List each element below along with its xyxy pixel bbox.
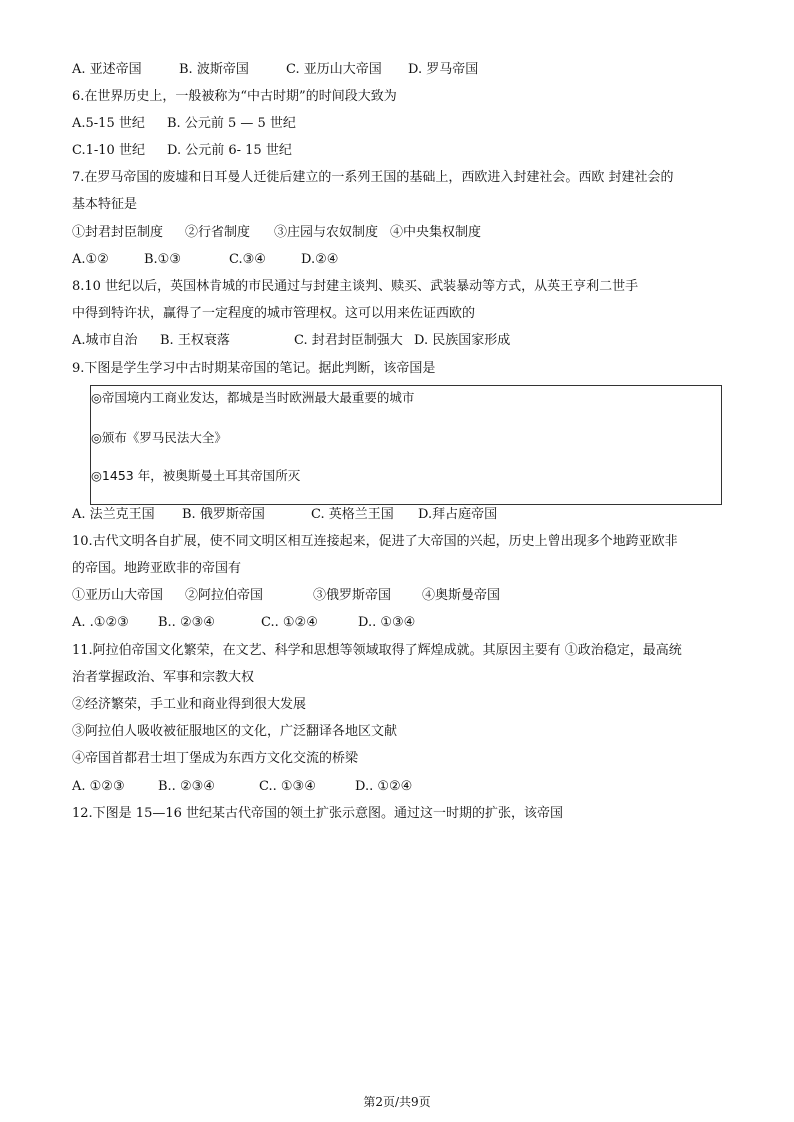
q7-option-a: A.①②: [72, 252, 109, 267]
q7-item-2: ②行省制度: [185, 225, 251, 240]
q9-note-3: ◎1453 年，被奥斯曼土耳其帝国所灭: [91, 468, 301, 483]
q6-option-c: C.1-10 世纪: [72, 143, 145, 158]
q10-item-3: ③俄罗斯帝国: [313, 588, 392, 603]
q10-stem-line2: 的帝国。地跨亚欧非的帝国有: [72, 561, 242, 576]
q8-stem-line2: 中得到特许状，赢得了一定程度的城市管理权。这可以用来佐证西欧的: [72, 306, 476, 321]
q10-item-2: ②阿拉伯帝国: [185, 588, 264, 603]
q11-option-c: C.. ①③④: [259, 779, 316, 794]
q5-option-a: A. 亚述帝国: [72, 62, 142, 77]
page-footer: 第2页/共9页: [363, 1095, 431, 1109]
q5-option-c: C. 亚历山大帝国: [286, 62, 382, 77]
q6-option-b: B. 公元前 5 — 5 世纪: [167, 116, 296, 131]
q11-option-b: B.. ②③④: [158, 779, 215, 794]
q10-option-d: D.. ①③④: [358, 615, 416, 630]
q9-stem: 9.下图是学生学习中古时期某帝国的笔记。据此判断，该帝国是: [72, 361, 436, 376]
q11-stem-line2: 治者掌握政治、军事和宗教大权: [72, 670, 255, 685]
q11-option-a: A. ①②③: [72, 779, 125, 794]
q10-item-4: ④奥斯曼帝国: [422, 588, 501, 603]
q9-note-2: ◎颁布《罗马民法大全》: [91, 430, 227, 445]
q9-option-c: C. 英格兰王国: [311, 507, 394, 522]
q11-stem-line1: 11.阿拉伯帝国文化繁荣，在文艺、科学和思想等领域取得了辉煌成就。其原因主要有 ①政治稳定，最高统: [72, 643, 682, 658]
q7-option-d: D.②④: [301, 252, 339, 267]
q7-stem-line1: 7.在罗马帝国的废墟和日耳曼人迁徙后建立的一系列王国的基础上，西欧进入封建社会。西欧 封建社会的: [72, 170, 674, 185]
q11-option-d: D.. ①②④: [355, 779, 413, 794]
q6-option-a: A.5-15 世纪: [72, 116, 145, 131]
q5-option-d: D. 罗马帝国: [408, 62, 479, 77]
q8-stem-line1: 8.10 世纪以后，英国林肯城的市民通过与封建主谈判、赎买、武装暴动等方式，从英王亨利二世手: [72, 279, 639, 294]
q6-option-d: D. 公元前 6- 15 世纪: [167, 143, 292, 158]
q10-item-1: ①亚历山大帝国: [72, 588, 164, 603]
q9-notes-box: [90, 385, 722, 505]
q11-item-2: ②经济繁荣，手工业和商业得到很大发展: [72, 697, 307, 712]
q12-stem: 12.下图是 15—16 世纪某古代帝国的领土扩张示意图。通过这一时期的扩张，该帝国: [72, 806, 564, 821]
q7-item-3: ③庄园与农奴制度: [274, 225, 379, 240]
q7-item-1: ①封君封臣制度: [72, 225, 164, 240]
q6-stem: 6.在世界历史上，一般被称为“中古时期”的时间段大致为: [72, 89, 397, 104]
q8-option-d: D. 民族国家形成: [414, 333, 511, 348]
q5-option-b: B. 波斯帝国: [179, 62, 249, 77]
q11-item-3: ③阿拉伯人吸收被征服地区的文化，广泛翻译各地区文献: [72, 724, 398, 739]
q10-stem-line1: 10.古代文明各自扩展，使不同文明区相互连接起来，促进了大帝国的兴起，历史上曾出现多个地跨亚欧非: [72, 534, 678, 549]
q9-note-1: ◎帝国境内工商业发达，都城是当时欧洲最大最重要的城市: [91, 390, 415, 405]
q9-option-d: D.拜占庭帝国: [418, 507, 498, 522]
q8-option-c: C. 封君封臣制强大: [294, 333, 403, 348]
q9-option-b: B. 俄罗斯帝国: [182, 507, 265, 522]
q8-option-b: B. 王权衰落: [160, 333, 230, 348]
q10-option-c: C.. ①②④: [261, 615, 318, 630]
q7-option-b: B.①③: [144, 252, 181, 267]
q7-option-c: C.③④: [229, 252, 266, 267]
q10-option-a: A. .①②③: [72, 615, 129, 630]
q8-option-a: A.城市自治: [72, 333, 138, 348]
q10-option-b: B.. ②③④: [158, 615, 215, 630]
q11-item-4: ④帝国首都君士坦丁堡成为东西方文化交流的桥梁: [72, 751, 359, 766]
q9-option-a: A. 法兰克王国: [72, 507, 155, 522]
q7-stem-line2: 基本特征是: [72, 197, 138, 212]
q7-item-4: ④中央集权制度: [390, 225, 482, 240]
